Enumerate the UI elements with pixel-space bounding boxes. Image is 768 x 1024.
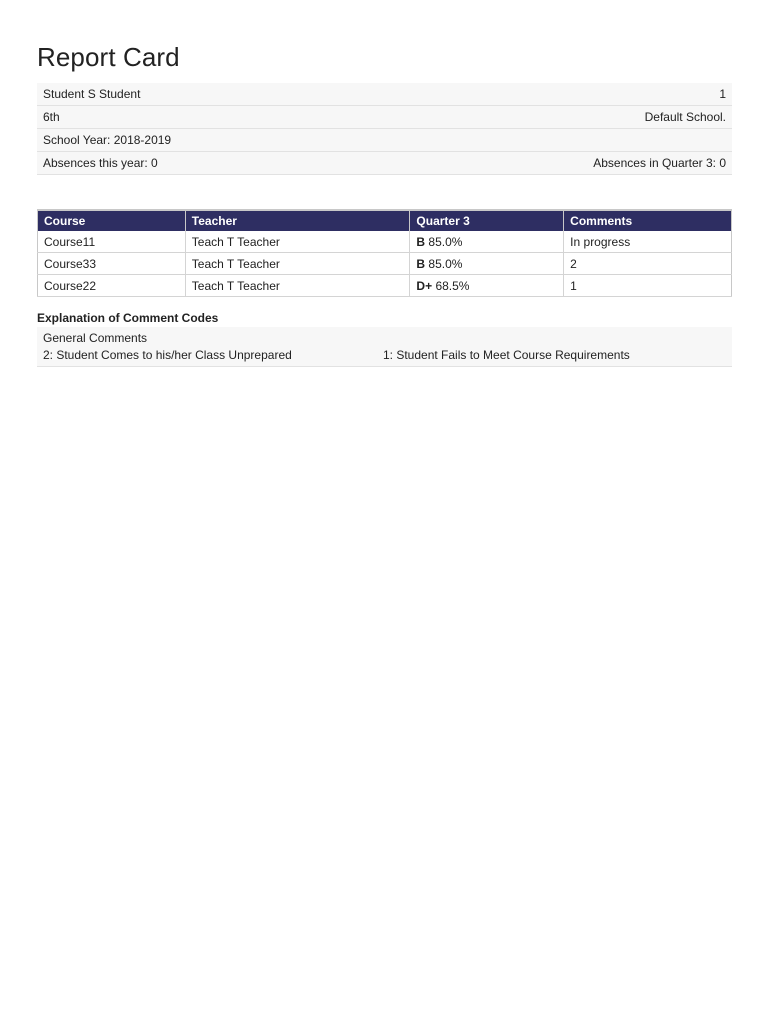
column-header-teacher: Teacher (185, 210, 410, 231)
comment-codes-title: Explanation of Comment Codes (37, 311, 219, 325)
course-cell: Course33 (38, 253, 186, 275)
grade-level: 6th (43, 110, 60, 124)
page-title: Report Card (37, 42, 180, 72)
student-info-panel (37, 83, 732, 175)
column-header-quarter: Quarter 3 (410, 210, 564, 231)
comments-cell: In progress (564, 231, 732, 253)
absences-quarter: Absences in Quarter 3: 0 (593, 156, 726, 170)
quarter-grade-cell (410, 275, 564, 297)
school-name: Default School. (644, 110, 726, 124)
letter-grade: B (416, 256, 426, 271)
letter-grade: B (416, 234, 426, 249)
percent-grade: 85.0% (428, 234, 463, 249)
quarter-grade-cell (410, 231, 564, 253)
info-row-school-year (37, 129, 732, 152)
absences-year: Absences this year: 0 (43, 156, 158, 170)
comment-codes-panel (37, 327, 732, 367)
comments-cell: 2 (564, 253, 732, 275)
teacher-cell: Teach T Teacher (185, 231, 410, 253)
comment-code-item: 2: Student Comes to his/her Class Unprepared (43, 348, 292, 362)
general-comments-heading: General Comments (43, 331, 148, 345)
comment-code-item: 1: Student Fails to Meet Course Requirements (383, 348, 630, 362)
table-row (38, 253, 732, 275)
column-header-course: Course (38, 210, 186, 231)
grades-header-row (38, 210, 732, 231)
letter-grade: D+ (416, 278, 433, 293)
table-row (38, 275, 732, 297)
info-row-grade-school (37, 106, 732, 129)
course-cell: Course22 (38, 275, 186, 297)
student-number: 1 (719, 87, 726, 101)
school-year: School Year: 2018-2019 (43, 133, 172, 147)
quarter-grade-cell (410, 253, 564, 275)
comments-cell: 1 (564, 275, 732, 297)
percent-grade: 85.0% (428, 256, 463, 271)
teacher-cell: Teach T Teacher (185, 275, 410, 297)
grades-table (37, 209, 732, 297)
column-header-comments: Comments (564, 210, 732, 231)
teacher-cell: Teach T Teacher (185, 253, 410, 275)
info-row-absences (37, 152, 732, 175)
course-cell: Course11 (38, 231, 186, 253)
percent-grade: 68.5% (435, 278, 470, 293)
info-row-student (37, 83, 732, 106)
table-row (38, 231, 732, 253)
student-name: Student S Student (43, 87, 141, 101)
